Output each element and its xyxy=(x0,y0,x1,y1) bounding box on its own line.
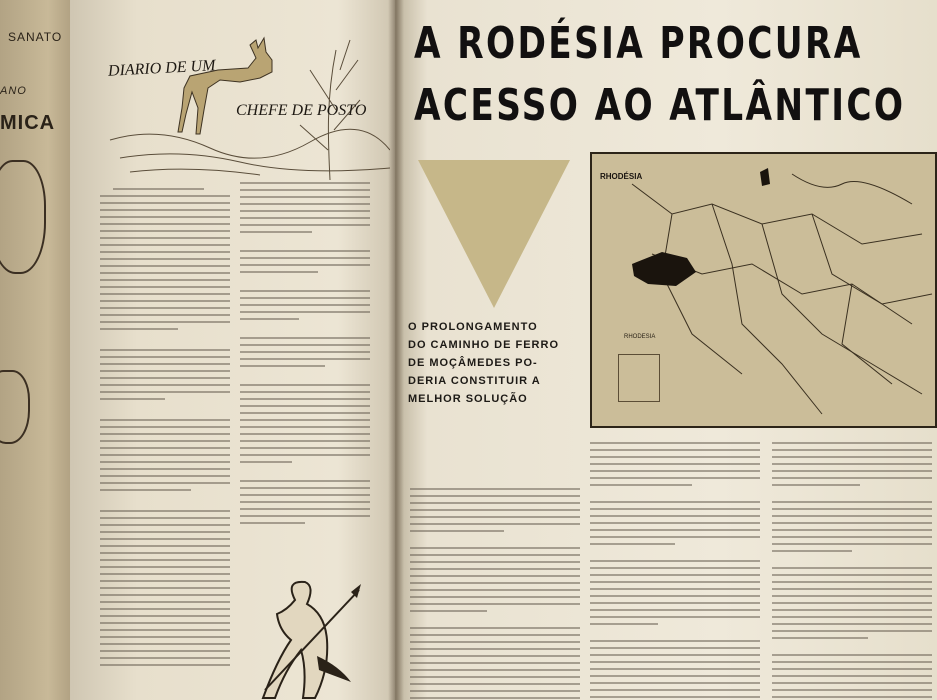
body-column-2 xyxy=(240,182,370,529)
body-column-1 xyxy=(100,188,230,671)
fragment-mid-text: ANO xyxy=(0,85,27,97)
decorative-triangle xyxy=(418,160,570,308)
fragment-top-text: SANATO xyxy=(8,30,63,44)
page-gutter xyxy=(388,0,404,700)
fragment-title-text: MICA xyxy=(0,112,56,134)
body-column-4 xyxy=(590,442,760,700)
pottery-illustration-small xyxy=(0,370,30,444)
headline-line2: ACESSO AO ATLÂNTICO xyxy=(414,80,906,131)
body-column-5 xyxy=(772,442,932,700)
article-deck xyxy=(408,318,578,408)
deck-line: DE MOÇÂMEDES PO- xyxy=(408,357,538,369)
map-title-label: RHODÉSIA xyxy=(600,172,643,181)
pottery-illustration xyxy=(0,160,46,274)
headline-line1: A RODÉSIA PROCURA xyxy=(414,18,863,69)
map-legend-box xyxy=(618,354,660,402)
rhodesia-map xyxy=(590,152,937,428)
body-column-3 xyxy=(410,488,580,700)
figure-with-spear-illustration xyxy=(255,570,365,700)
deck-line: O PROLONGAMENTO xyxy=(408,321,538,333)
deck-line: DO CAMINHO DE FERRO xyxy=(408,339,559,351)
article-title-line2: CHEFE DE POSTO xyxy=(236,102,367,119)
map-region-label: RHODESIA xyxy=(624,334,656,340)
previous-page-fragment xyxy=(0,0,80,700)
deck-line: DERIA CONSTITUIR A xyxy=(408,375,541,387)
deck-line: MELHOR SOLUÇÃO xyxy=(408,393,528,405)
article-title-line1: DIARIO DE UM xyxy=(107,57,216,80)
